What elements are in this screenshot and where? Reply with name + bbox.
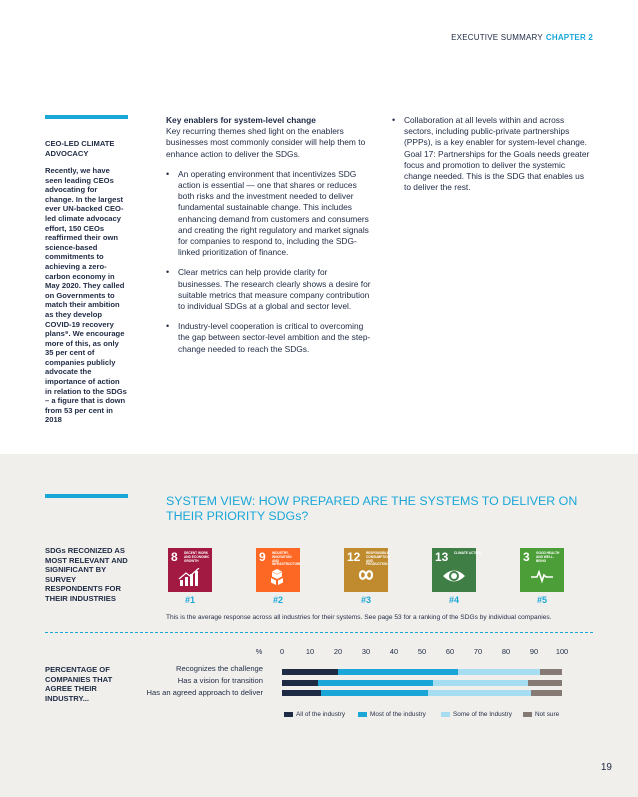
bar-segment bbox=[282, 690, 321, 696]
bar-segment bbox=[282, 680, 318, 686]
legend-item bbox=[523, 711, 559, 718]
column-1-heading: Key enablers for system-level change bbox=[166, 115, 316, 125]
sdg-number: 3 bbox=[523, 550, 530, 564]
legend-label: All of the industry bbox=[296, 711, 346, 718]
cubes-icon bbox=[266, 568, 288, 591]
bullet-1: • An operating environment that incentivizes SDG action is essential — one that shares or reduces both risks and the investment needed to deliver fundamental sustainable change. This includes enhancing demand from customers and consumers and creating the right regulatory and market signals for companies to respond to, including the SDG-linked prioritization of finance. bbox=[166, 169, 371, 259]
legend-item bbox=[284, 711, 345, 718]
legend-label: Most of the industry bbox=[370, 711, 426, 718]
bar-segment bbox=[528, 680, 562, 686]
bar-segment bbox=[428, 690, 532, 696]
x-axis-unit: % bbox=[255, 647, 263, 656]
legend-item bbox=[441, 711, 512, 718]
sdg-label: GOOD HEALTH AND WELL-BEING bbox=[536, 551, 560, 563]
category-label: Recognizes the challenge bbox=[176, 664, 263, 673]
sdg-tile-3 bbox=[520, 548, 564, 592]
category-label: Has an agreed approach to deliver bbox=[146, 688, 263, 697]
legend-swatch bbox=[441, 712, 450, 717]
sdg-tile-13 bbox=[432, 548, 481, 592]
growth-chart-icon bbox=[178, 568, 200, 591]
sdg-tile-9 bbox=[256, 548, 300, 592]
sdg-rank: #3 bbox=[360, 595, 371, 605]
bar-segment bbox=[321, 690, 427, 696]
page-number: 19 bbox=[600, 762, 612, 773]
x-tick-label: 60 bbox=[445, 647, 455, 656]
bar-segment bbox=[433, 680, 528, 686]
chart-note: This is the average response across all industries for their systems. See page 53 for a ranking of the SDGs by individual companies. bbox=[166, 614, 552, 621]
section-divider bbox=[45, 632, 593, 633]
chart-side-label: PERCENTAGE OF COMPANIES THAT AGREE THEIR INDUSTRY... bbox=[45, 665, 113, 703]
x-tick-label: 40 bbox=[389, 647, 399, 656]
category-label: Has a vision for transition bbox=[177, 676, 263, 685]
bullet-4: • Collaboration at all levels within and across sectors, including public-private partnerships (PPPs), is a key enabler for system-level change. Goal 17: Partnerships for the Goals needs greater focus and promotion to deliver the systemic change needed. This is the SDG that enables us to deliver the rest. bbox=[392, 115, 592, 193]
system-view-accent-bar bbox=[45, 494, 128, 498]
sdg-label: RESPONSIBLE CONSUMPTION AND PRODUCTION bbox=[366, 551, 390, 567]
running-header bbox=[451, 33, 593, 42]
sdg-tile-12 bbox=[344, 548, 388, 592]
legend-swatch bbox=[284, 712, 293, 717]
sdg-number: 8 bbox=[171, 550, 178, 564]
legend-label: Not sure bbox=[535, 711, 560, 718]
sdg-number: 13 bbox=[435, 550, 449, 564]
sdg-label: DECENT WORK AND ECONOMIC GROWTH bbox=[184, 551, 210, 563]
bar-segment bbox=[338, 669, 458, 675]
legend-swatch bbox=[523, 712, 532, 717]
sidebar-title: CEO-LED CLIMATE ADVOCACY bbox=[45, 139, 115, 158]
x-tick-label: 90 bbox=[529, 647, 539, 656]
system-view-title: SYSTEM VIEW: HOW PREPARED ARE THE SYSTEMS TO DELIVER ON THEIR PRIORITY SDGs? bbox=[166, 494, 578, 523]
heartbeat-icon bbox=[530, 568, 554, 589]
x-tick-label: 20 bbox=[333, 647, 343, 656]
bullet-2: • Clear metrics can help provide clarity for businesses. The research clearly shows a desire for suitable metrics that measure company contribution to individual SDGs at a global and sector level. bbox=[166, 267, 371, 312]
sdg-number: 9 bbox=[259, 550, 266, 564]
x-tick-label: 0 bbox=[279, 647, 285, 656]
header-chapter: CHAPTER 2 bbox=[545, 33, 593, 42]
x-tick-label: 100 bbox=[555, 647, 569, 656]
legend-swatch bbox=[358, 712, 367, 717]
x-tick-label: 30 bbox=[361, 647, 371, 656]
sdg-label: INDUSTRY, INNOVATION AND INFRASTRUCTURE bbox=[272, 551, 302, 567]
sdg-rank: #2 bbox=[272, 595, 283, 605]
sdg-rank: #5 bbox=[536, 595, 547, 605]
header-section: EXECUTIVE SUMMARY bbox=[451, 33, 543, 42]
sdg-label: CLIMATE ACTION bbox=[454, 551, 481, 555]
column-1-intro: Key recurring themes shed light on the enablers businesses most commonly consider will help them to enhance action to deliver the SDGs. bbox=[166, 126, 366, 159]
x-tick-label: 10 bbox=[305, 647, 315, 656]
legend-item bbox=[358, 711, 426, 718]
x-tick-label: 80 bbox=[501, 647, 511, 656]
column-2 bbox=[392, 106, 592, 193]
sdg-number: 12 bbox=[347, 550, 361, 564]
bar-segment bbox=[531, 690, 562, 696]
bullet-3: • Industry-level cooperation is critical to overcoming the gap between sector-level ambition and the step-change needed to reach the SDGs. bbox=[166, 321, 371, 355]
eye-globe-icon bbox=[442, 568, 466, 589]
sidebar-text: Recently, we have seen leading CEOs advocating for change. In the largest ever UN-backed CEO-led climate advocacy effort, 150 CEOs reaffirmed their own science-based commitments to achieving a zero-carbon economy in May 2020. They called on Governments to match their ambition as they develop COVID-19 recovery plans⁹. We encourage more of this, as only 35 per cent of companies publicly advocate the importance of action in relation to the SDGs – a figure that is down from 53 per cent in 2018 bbox=[45, 166, 127, 425]
infinity-icon bbox=[354, 568, 378, 587]
bar-segment bbox=[282, 669, 338, 675]
sdg-side-label: SDGs RECONIZED AS MOST RELEVANT AND SIGNIFICANT BY SURVEY RESPONDENTS FOR THEIR INDUSTRIES bbox=[45, 546, 128, 603]
x-tick-label: 50 bbox=[417, 647, 427, 656]
bar-segment bbox=[458, 669, 539, 675]
sdg-tile-8 bbox=[168, 548, 212, 592]
bar-segment bbox=[540, 669, 562, 675]
sidebar-accent-bar bbox=[45, 115, 128, 119]
legend-label: Some of the Industry bbox=[453, 711, 512, 718]
column-1 bbox=[166, 115, 371, 355]
sdg-rank: #4 bbox=[448, 595, 459, 605]
sdg-rank: #1 bbox=[184, 595, 195, 605]
x-tick-label: 70 bbox=[473, 647, 483, 656]
bar-segment bbox=[318, 680, 433, 686]
